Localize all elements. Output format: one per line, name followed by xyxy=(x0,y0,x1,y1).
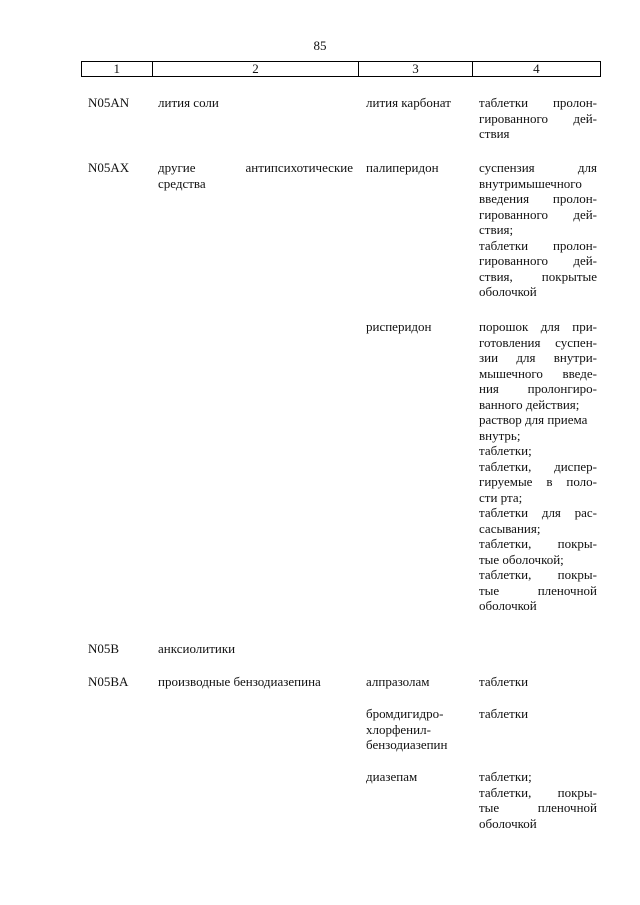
dosage-form-line: введения пролон- xyxy=(479,191,597,206)
dosage-form-line: таблетки пролон- xyxy=(479,95,597,110)
dosage-form-line: гируемые в поло- xyxy=(479,474,597,489)
dosage-form-line: тые пленочной xyxy=(479,582,597,598)
dosage-form-line: таблетки, покры- xyxy=(479,567,597,582)
column-header-3: 3 xyxy=(359,62,472,77)
dosage-form-line: ния пролонгиро- xyxy=(479,381,597,396)
atc-code: N05AN xyxy=(88,95,130,110)
dosage-form-line: раствор для приема xyxy=(479,412,588,427)
dosage-form-line: оболочкой xyxy=(479,284,537,299)
dosage-form-line: внутримышечного xyxy=(479,175,582,191)
dosage-form-line: таблетки, диспер- xyxy=(479,458,597,474)
dosage-form-line: гированного дей- xyxy=(479,110,597,126)
dosage-form-line: тые оболочкой; xyxy=(479,551,564,567)
dosage-form-line: зии для внутри- xyxy=(479,350,597,365)
drug-name xyxy=(366,319,474,335)
drug-name-line: бромдигидро- xyxy=(366,706,444,721)
dosage-form-line: гированного дей- xyxy=(479,206,597,222)
dosage-form-line: таблетки пролон- xyxy=(479,237,597,253)
dosage-form xyxy=(479,706,597,722)
dosage-form-line: таблетки; xyxy=(479,769,532,784)
atc-code: N05B xyxy=(88,641,120,656)
dosage-form-line: ванного действия; xyxy=(479,396,580,412)
page-number: 85 xyxy=(313,38,327,53)
dosage-form-line: суспензия для xyxy=(479,160,597,175)
drug-name xyxy=(366,674,474,690)
atc-group-name: лития соли xyxy=(158,95,219,110)
dosage-form xyxy=(479,674,597,690)
dosage-form-line: гированного дей- xyxy=(479,253,597,268)
dosage-form-line: сти рта; xyxy=(479,489,523,505)
dosage-form-line: таблетки, покры- xyxy=(479,784,597,800)
dosage-form-line: ствия, покрытые xyxy=(479,268,597,284)
dosage-form xyxy=(479,769,597,831)
dosage-form-line: порошок для при- xyxy=(479,319,597,334)
column-header-table xyxy=(81,61,601,77)
dosage-form-line: сасывания; xyxy=(479,520,541,536)
dosage-form xyxy=(479,95,597,142)
dosage-form-line: готовления суспен- xyxy=(479,334,597,350)
drug-name-line: рисперидон xyxy=(366,319,432,334)
dosage-form-line: ствия; xyxy=(479,222,514,237)
column-header-row xyxy=(82,62,601,77)
drug-name-line: палиперидон xyxy=(366,160,439,175)
drug-name xyxy=(366,706,474,753)
dosage-form-line: таблетки для рас- xyxy=(479,505,597,520)
atc-group-name xyxy=(158,160,353,191)
dosage-form-line: внутрь; xyxy=(479,427,521,443)
atc-code: N05BA xyxy=(88,674,129,689)
drug-name-line: хлорфенил- xyxy=(366,721,431,737)
dosage-form-line: мышечного введе- xyxy=(479,365,597,381)
dosage-form-line: тые пленочной xyxy=(479,800,597,815)
drug-name xyxy=(366,95,474,111)
dosage-form-line: таблетки; xyxy=(479,443,532,458)
atc-group-name: производные бензодиазепина xyxy=(158,674,321,689)
dosage-form-line: оболочкой xyxy=(479,815,537,831)
drug-name xyxy=(366,160,474,176)
dosage-form-line: ствия xyxy=(479,126,510,141)
dosage-form-line: таблетки xyxy=(479,674,529,689)
atc-group-name-line: средства xyxy=(158,175,206,191)
dosage-form xyxy=(479,319,597,614)
drug-name-line: лития карбонат xyxy=(366,95,451,110)
atc-group-name: анксиолитики xyxy=(158,641,236,656)
drug-name-line: алпразолам xyxy=(366,674,430,689)
column-header-4: 4 xyxy=(472,62,600,77)
dosage-form-line: таблетки xyxy=(479,706,529,721)
drug-name-line: бензодиазепин xyxy=(366,737,448,752)
column-header-1: 1 xyxy=(82,62,153,77)
dosage-form xyxy=(479,160,597,300)
dosage-form-line: оболочкой xyxy=(479,598,537,613)
drug-name xyxy=(366,769,474,785)
atc-group-name-line: другие антипсихотические xyxy=(158,160,353,175)
atc-code: N05AX xyxy=(88,160,130,175)
dosage-form-line: таблетки, покры- xyxy=(479,536,597,551)
column-header-2: 2 xyxy=(152,62,359,77)
drug-name-line: диазепам xyxy=(366,769,418,784)
